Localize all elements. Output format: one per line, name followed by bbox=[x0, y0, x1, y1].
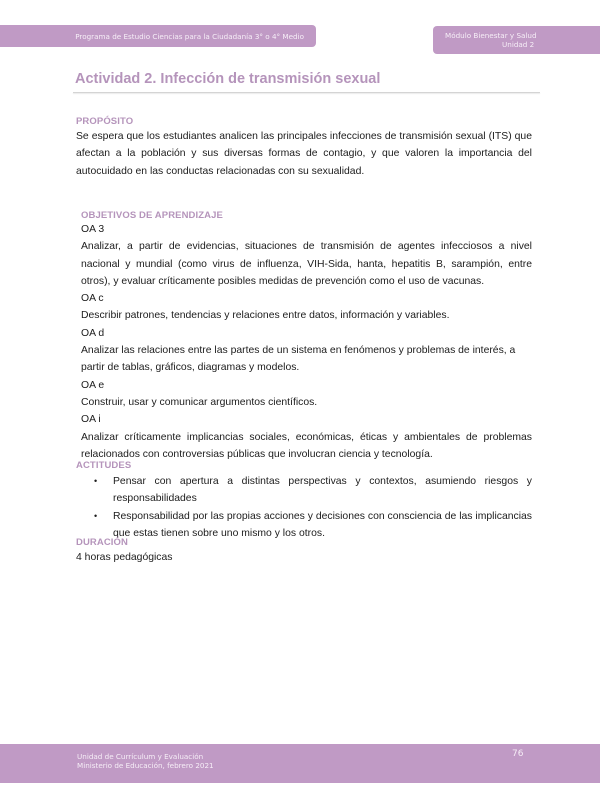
objetivos-heading: OBJETIVOS DE APRENDIZAJE bbox=[81, 210, 223, 221]
module-name: Módulo Bienestar y Salud bbox=[445, 31, 537, 40]
proposito-heading: PROPÓSITO bbox=[76, 116, 134, 127]
oa-code: OA 3 bbox=[81, 224, 105, 235]
oa-text: Construir, usar y comunicar argumentos científicos. bbox=[81, 396, 318, 408]
oa-code: OA d bbox=[81, 327, 105, 339]
actitud-item bbox=[92, 508, 532, 543]
oa-code: OA e bbox=[81, 379, 105, 391]
proposito-text: Se espera que los estudiantes analicen las principales infecciones de transmisión sexual (ITS) que afectan a la población y sus diversas formas de contagio, y que valoren la importancia del autocuidado en las conductas relacionadas con su sexualidad. bbox=[76, 131, 532, 177]
header-program-banner bbox=[0, 25, 316, 47]
objetivos-list bbox=[81, 221, 532, 463]
oa-text: Analizar las relaciones entre las partes de un sistema en fenómenos y problemas de interés, a partir de tablas, gráficos, diagramas y modelos. bbox=[81, 345, 516, 374]
actitud-item bbox=[92, 473, 532, 508]
oa-text: Describir patrones, tendencias y relaciones entre datos, información y variables. bbox=[81, 310, 450, 322]
footer-line-2: Ministerio de Educación, febrero 2021 bbox=[77, 761, 214, 770]
page-number: 76 bbox=[512, 749, 524, 759]
bullet-icon: • bbox=[94, 476, 98, 486]
actitud-text: Responsabilidad por las propias acciones y decisiones con consciencia de las implicancias que estas tienen sobre uno mismo y los otros. bbox=[113, 510, 532, 539]
oa-text: Analizar, a partir de evidencias, situaciones de transmisión de agentes infecciosos a nivel nacional y mundial (como virus de influenza, VIH-Sida, hanta, hepatitis B, sarampión, entre otros), y evaluar críticamente posibles medidas de prevención como el uso de vacunas. bbox=[81, 241, 532, 287]
footer-line-1: Unidad de Currículum y Evaluación bbox=[77, 752, 204, 761]
activity-title: Actividad 2. Infección de transmisión sexual bbox=[75, 71, 381, 87]
actitudes-heading: ACTITUDES bbox=[76, 460, 132, 471]
duracion-heading: DURACIÓN bbox=[76, 537, 128, 548]
oa-code: OA c bbox=[81, 293, 104, 305]
footer-org bbox=[77, 752, 214, 770]
header-module-banner bbox=[433, 26, 600, 54]
title-divider bbox=[73, 92, 540, 93]
program-title: Programa de Estudio Ciencias para la Ciudadanía 3° o 4° Medio bbox=[75, 31, 304, 41]
actitud-text: Pensar con apertura a distintas perspectivas y contextos, asumiendo riesgos y responsabilidades bbox=[113, 476, 532, 505]
page-footer bbox=[0, 744, 600, 783]
unit-name: Unidad 2 bbox=[502, 40, 535, 49]
actitudes-list bbox=[92, 473, 532, 542]
oa-code: OA i bbox=[81, 414, 101, 426]
duracion-text: 4 horas pedagógicas bbox=[76, 552, 173, 563]
oa-text: Analizar críticamente implicancias sociales, económicas, éticas y ambientales de problemas relacionados con controversias públicas que involucran ciencia y tecnología. bbox=[81, 431, 532, 460]
bullet-icon: • bbox=[94, 510, 98, 521]
